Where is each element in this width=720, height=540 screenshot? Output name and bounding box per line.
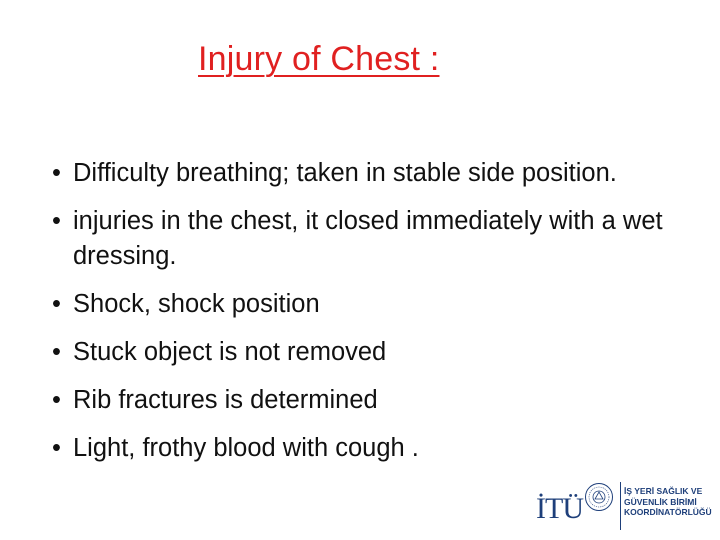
list-item (52, 383, 672, 418)
list-item (52, 156, 672, 191)
bullet-text: Shock, shock position (73, 290, 320, 318)
logo-line: KOORDİNATÖRLÜĞÜ (624, 507, 712, 517)
logo-line: GÜVENLİK BİRİMİ (624, 496, 697, 507)
logo-wordmark: İTÜ (536, 492, 583, 525)
bullet-icon: • (52, 338, 61, 366)
logo-divider (620, 482, 621, 530)
bullet-icon: • (52, 207, 61, 235)
bullet-icon: • (52, 434, 61, 462)
bullet-text: Stuck object is not removed (73, 338, 387, 366)
bullet-icon: • (52, 290, 61, 318)
seal-icon (584, 482, 614, 512)
list-item (52, 287, 672, 322)
bullet-icon: • (52, 386, 61, 414)
logo-text (624, 486, 712, 518)
bullet-icon: • (52, 159, 61, 187)
bullet-text: Difficulty breathing; taken in stable side position. (73, 159, 617, 187)
bullet-list (52, 156, 672, 479)
logo-line: İŞ YERİ SAĞLIK VE (624, 486, 703, 496)
bullet-text: injuries in the chest, it closed immediately with a wet dressing. (73, 207, 663, 270)
slide-title: Injury of Chest : (198, 40, 440, 78)
itu-logo (536, 478, 716, 536)
list-item (52, 335, 672, 370)
list-item (52, 431, 672, 466)
bullet-text: Light, frothy blood with cough . (73, 434, 419, 462)
bullet-text: Rib fractures is determined (73, 386, 378, 414)
list-item (52, 204, 672, 274)
